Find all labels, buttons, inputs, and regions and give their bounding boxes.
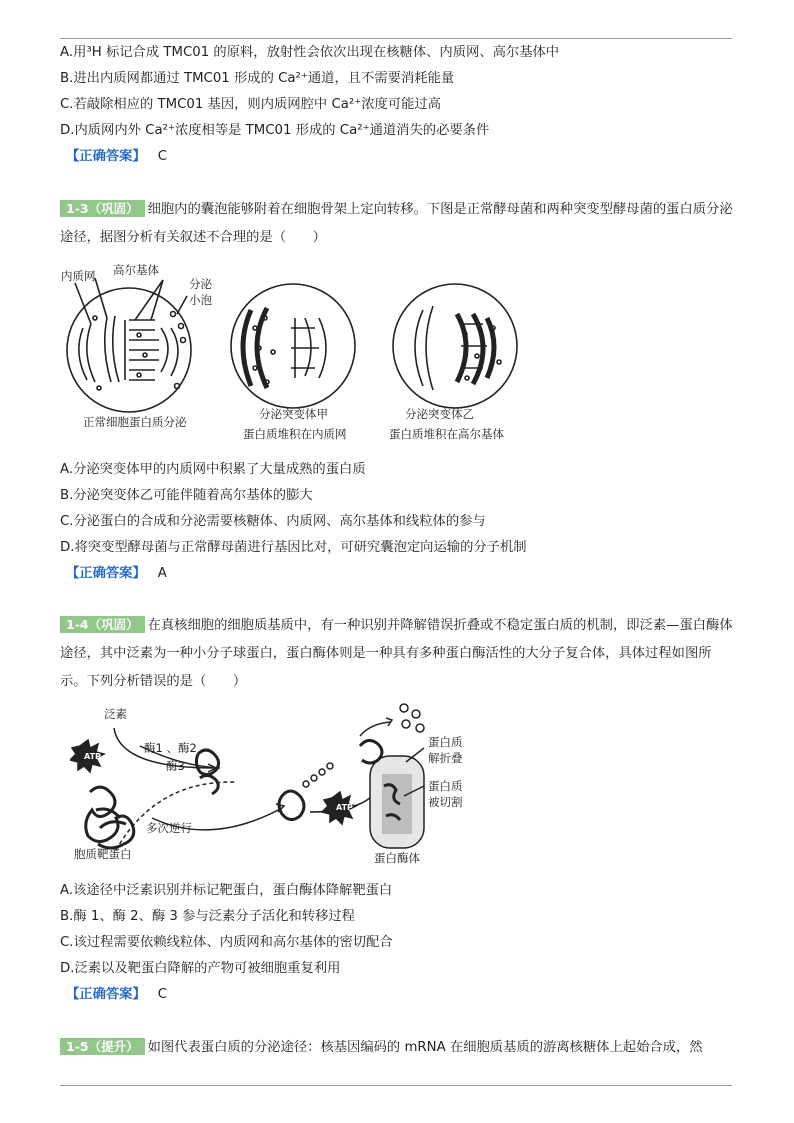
label-ubiquitin: 泛素 (104, 707, 127, 721)
target-protein (86, 787, 134, 848)
q1-4-option-d: D.泛素以及靶蛋白降解的产物可被细胞重复利用 (60, 961, 341, 976)
q1-4-answer (66, 985, 167, 1005)
label-cut-2: 被切割 (428, 795, 463, 809)
q1-3-stem-text: 细胞内的囊泡能够附着在细胞骨架上定向转移。下图是正常酵母菌和两种突变型酵母菌的蛋白质分泌途径，据图分析有关叙述不合理的是（ ） (60, 202, 733, 245)
caption-mutant-a-1: 分泌突变体甲 (259, 407, 328, 421)
label-unfold-2: 解折叠 (428, 751, 463, 765)
label-target: 胞质靶蛋白 (74, 847, 132, 861)
label-proteasome: 蛋白酶体 (374, 851, 420, 865)
answer-label: 【正确答案】 (66, 149, 146, 164)
label-golgi: 高尔基体 (113, 263, 159, 277)
caption-mutant-a-2: 蛋白质堆积在内质网 (243, 427, 347, 441)
q1-4-tag: 1-4（巩固） (60, 616, 145, 633)
label-vesicle-2: 小泡 (189, 293, 212, 307)
label-atp-1: ATP (84, 752, 101, 761)
label-er: 内质网 (61, 269, 96, 283)
caption-mutant-b-2: 蛋白质堆积在高尔基体 (389, 427, 504, 441)
bottom-rule (60, 1085, 732, 1086)
q1-3-tag: 1-3（巩固） (60, 200, 145, 217)
q1-3-option-a: A.分泌突变体甲的内质网中积累了大量成熟的蛋白质 (60, 462, 366, 477)
repeat-arrow (116, 782, 236, 850)
q1-4-option-b: B.酶 1、酶 2、酶 3 参与泛素分子活化和转移过程 (60, 909, 355, 924)
q1-2-option-d: D.内质网内外 Ca²⁺浓度相等是 TMC01 形成的 Ca²⁺通道消失的必要条件 (60, 123, 490, 138)
q1-4-option-a: A.该途径中泛素识别并标记靶蛋白，蛋白酶体降解靶蛋白 (60, 883, 393, 898)
q1-2-option-c: C.若敲除相应的 TMC01 基因，则内质网腔中 Ca²⁺浓度可能过高 (60, 97, 442, 112)
mutant-a-cell (231, 284, 355, 408)
q1-5-tag: 1-5（提升） (60, 1038, 145, 1055)
label-repeat: 多次逆行 (146, 821, 192, 835)
caption-mutant-b-1: 分泌突变体乙 (405, 407, 474, 421)
q1-3-stem (60, 196, 736, 252)
q1-3-option-c: C.分泌蛋白的合成和分泌需要核糖体、内质网、高尔基体和线粒体的参与 (60, 514, 486, 529)
label-cut-1: 蛋白质 (428, 779, 463, 793)
q1-3-figure (55, 258, 525, 448)
top-rule (60, 38, 732, 39)
q1-5-stem (60, 1034, 736, 1062)
answer-label: 【正确答案】 (66, 566, 146, 581)
q1-3-answer (66, 564, 167, 584)
answer-value: A (157, 566, 167, 581)
label-enzyme12: 酶1 、酶2 (144, 741, 197, 755)
q1-2-option-a: A.用³H 标记合成 TMC01 的原料，放射性会依次出现在核糖体、内质网、高尔基体中 (60, 45, 560, 60)
normal-cell (67, 278, 191, 412)
answer-value: C (157, 149, 168, 164)
q1-4-stem-text: 在真核细胞的细胞质基质中，有一种识别并降解错误折叠或不稳定蛋白质的机制，即泛素—蛋白酶体途径，其中泛素为一种小分子球蛋白，蛋白酶体则是一种具有多种蛋白酶活性的大分子复合体，具体过程如图所示。下列分析错误的是（ ） (60, 618, 733, 689)
label-atp-2: ATP (336, 803, 353, 812)
q1-4-option-c: C.该过程需要依赖线粒体、内质网和高尔基体的密切配合 (60, 935, 393, 950)
q1-5-stem-text: 如图代表蛋白质的分泌途径：核基因编码的 mRNA 在细胞质基质的游离核糖体上起始合成，然 (147, 1040, 703, 1055)
label-vesicle-1: 分泌 (189, 277, 212, 291)
q1-2-option-b: B.进出内质网都通过 TMC01 形成的 Ca²⁺通道，且不需要消耗能量 (60, 71, 455, 86)
label-unfold-1: 蛋白质 (428, 735, 463, 749)
label-enzyme3: 酶3 (166, 759, 185, 773)
q1-4-figure (70, 700, 490, 870)
answer-label: 【正确答案】 (66, 987, 146, 1002)
q1-4-stem (60, 612, 736, 696)
q1-3-option-d: D.将突变型酵母菌与正常酵母菌进行基因比对，可研究囊泡定向运输的分子机制 (60, 540, 527, 555)
q1-2-answer (66, 147, 167, 167)
q1-3-option-b: B.分泌突变体乙可能伴随着高尔基体的膨大 (60, 488, 313, 503)
mutant-b-cell (393, 284, 517, 408)
caption-normal: 正常细胞蛋白质分泌 (83, 415, 187, 429)
answer-value: C (157, 987, 168, 1002)
